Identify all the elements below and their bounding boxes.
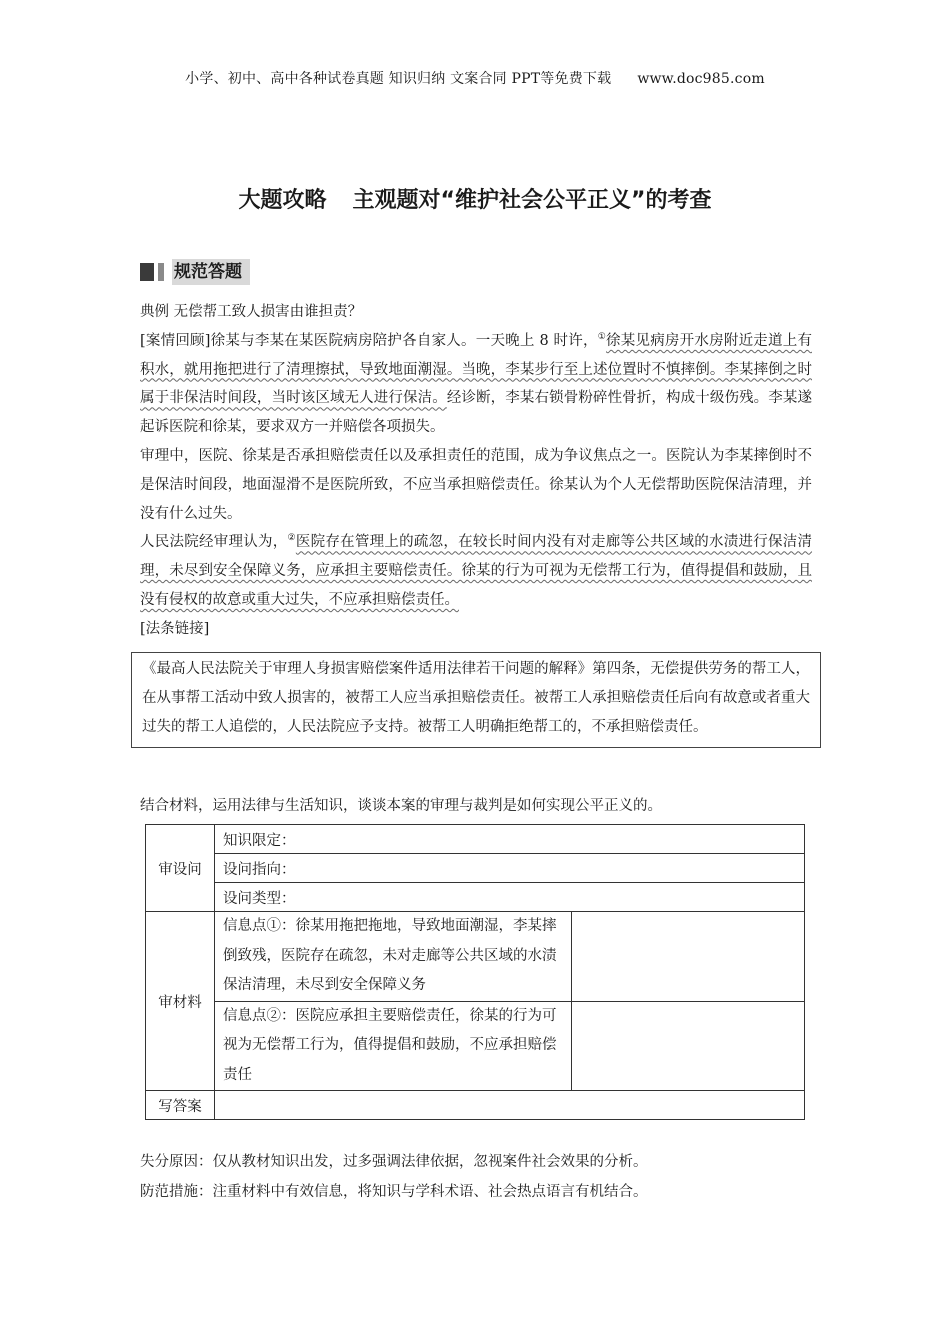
info-answer-1[interactable] [572, 912, 805, 1002]
page-title [0, 183, 950, 214]
table-row [146, 825, 805, 854]
section-marker-icon [140, 263, 154, 281]
page-header [0, 68, 950, 88]
court-wavy: 医院存在管理上的疏忽，在较长时间内没有对走廊等公共区域的水渍进行保洁清理，未尽到安全保障义务，应承担主要赔偿责任。徐某的行为可视为无偿帮工行为，值得提倡和鼓励，且没有侵权的故意或重大过失，不应承担赔偿责任。 [140, 534, 813, 608]
table-row [146, 1001, 805, 1091]
section-marker-stripe-icon [158, 263, 164, 281]
law-box: 《最高人民法院关于审理人身损害赔偿案件适用法律若干问题的解释》第四条，无偿提供劳务的帮工人，在从事帮工活动中致人损害的，被帮工人应当承担赔偿责任。被帮工人承担赔偿责任后向有故意或者重大过失的帮工人追偿的，人民法院应予支持。被帮工人明确拒绝帮工的，不承担赔偿责任。 [131, 652, 821, 748]
marker-1: ① [597, 331, 607, 342]
table-row [146, 854, 805, 883]
table-row [146, 912, 805, 1002]
type-cell[interactable]: 设问类型： [215, 883, 805, 912]
material-label: 审材料 [146, 912, 215, 1091]
law-label: [法条链接] [140, 620, 210, 637]
knowledge-cell[interactable]: 知识限定： [215, 825, 805, 854]
section-heading [140, 259, 250, 285]
table-row [146, 1091, 805, 1120]
info-point-2: 信息点②：医院应承担主要赔偿责任，徐某的行为可视为无偿帮工行为，值得提倡和鼓励，不应承担赔偿责任 [215, 1001, 572, 1091]
case-text-2: 经诊断，李某右锁骨粉碎性骨折，构成十级伤残。李某遂起诉医院和徐某，要求双方一并赔偿各项损失。 [140, 390, 813, 436]
case-wavy-1: 徐某见病房开水房附近走道上有积水，就用拖把进行了清理擦拭，导致地面潮湿。当晚，李某步行至上述位置时不慎摔倒。李某摔倒之时属于非保洁时间段，当时该区域无人进行保洁。 [140, 332, 812, 407]
title-main: 大题攻略 [238, 188, 327, 213]
section-label: 规范答题 [172, 259, 250, 285]
example-block [140, 298, 812, 644]
court-paragraph [140, 528, 812, 614]
case-label: [案情回顾] [140, 332, 211, 349]
court-text: 人民法院经审理认为， [140, 534, 288, 551]
loss-reason: 失分原因：仅从教材知识出发，过多强调法律依据，忽视案件社会效果的分析。 [140, 1154, 648, 1170]
question-label: 审设问 [146, 825, 215, 912]
direction-cell[interactable]: 设问指向： [215, 854, 805, 883]
title-sub: 主观题对“维护社会公平正义”的考查 [352, 188, 712, 213]
header-text: 小学、初中、高中各种试卷真题 知识归纳 文案合同 PPT等免费下载 [185, 71, 612, 87]
answer-label: 写答案 [146, 1091, 215, 1120]
case-text-1: 徐某与李某在某医院病房陪护各自家人。一天晚上 8 时许， [210, 332, 598, 349]
task-question: 结合材料，运用法律与生活知识，谈谈本案的审理与裁判是如何实现公平正义的。 [140, 798, 662, 814]
info-answer-2[interactable] [572, 1001, 805, 1091]
prevention-measure: 防范措施：注重材料中有效信息，将知识与学科术语、社会热点语言有机结合。 [140, 1184, 648, 1200]
example-title: 典例 无偿帮工致人损害由谁担责？ [140, 304, 363, 320]
table-row [146, 883, 805, 912]
marker-2: ② [287, 533, 296, 544]
case-paragraph [140, 327, 812, 442]
header-site-link[interactable]: www.doc985.com [637, 71, 765, 87]
info-point-1: 信息点①：徐某用拖把拖地，导致地面潮湿，李某摔倒致残，医院存在疏忽，未对走廊等公共区域的水渍保洁清理，未尽到安全保障义务 [215, 912, 572, 1002]
answer-cell[interactable] [215, 1091, 805, 1120]
trial-paragraph: 审理中，医院、徐某是否承担赔偿责任以及承担责任的范围，成为争议焦点之一。医院认为李某摔倒时不是保洁时间段，地面湿滑不是医院所致，不应当承担赔偿责任。徐某认为个人无偿帮助医院保洁清理，并没有什么过失。 [140, 447, 812, 522]
analysis-table [145, 824, 805, 1120]
